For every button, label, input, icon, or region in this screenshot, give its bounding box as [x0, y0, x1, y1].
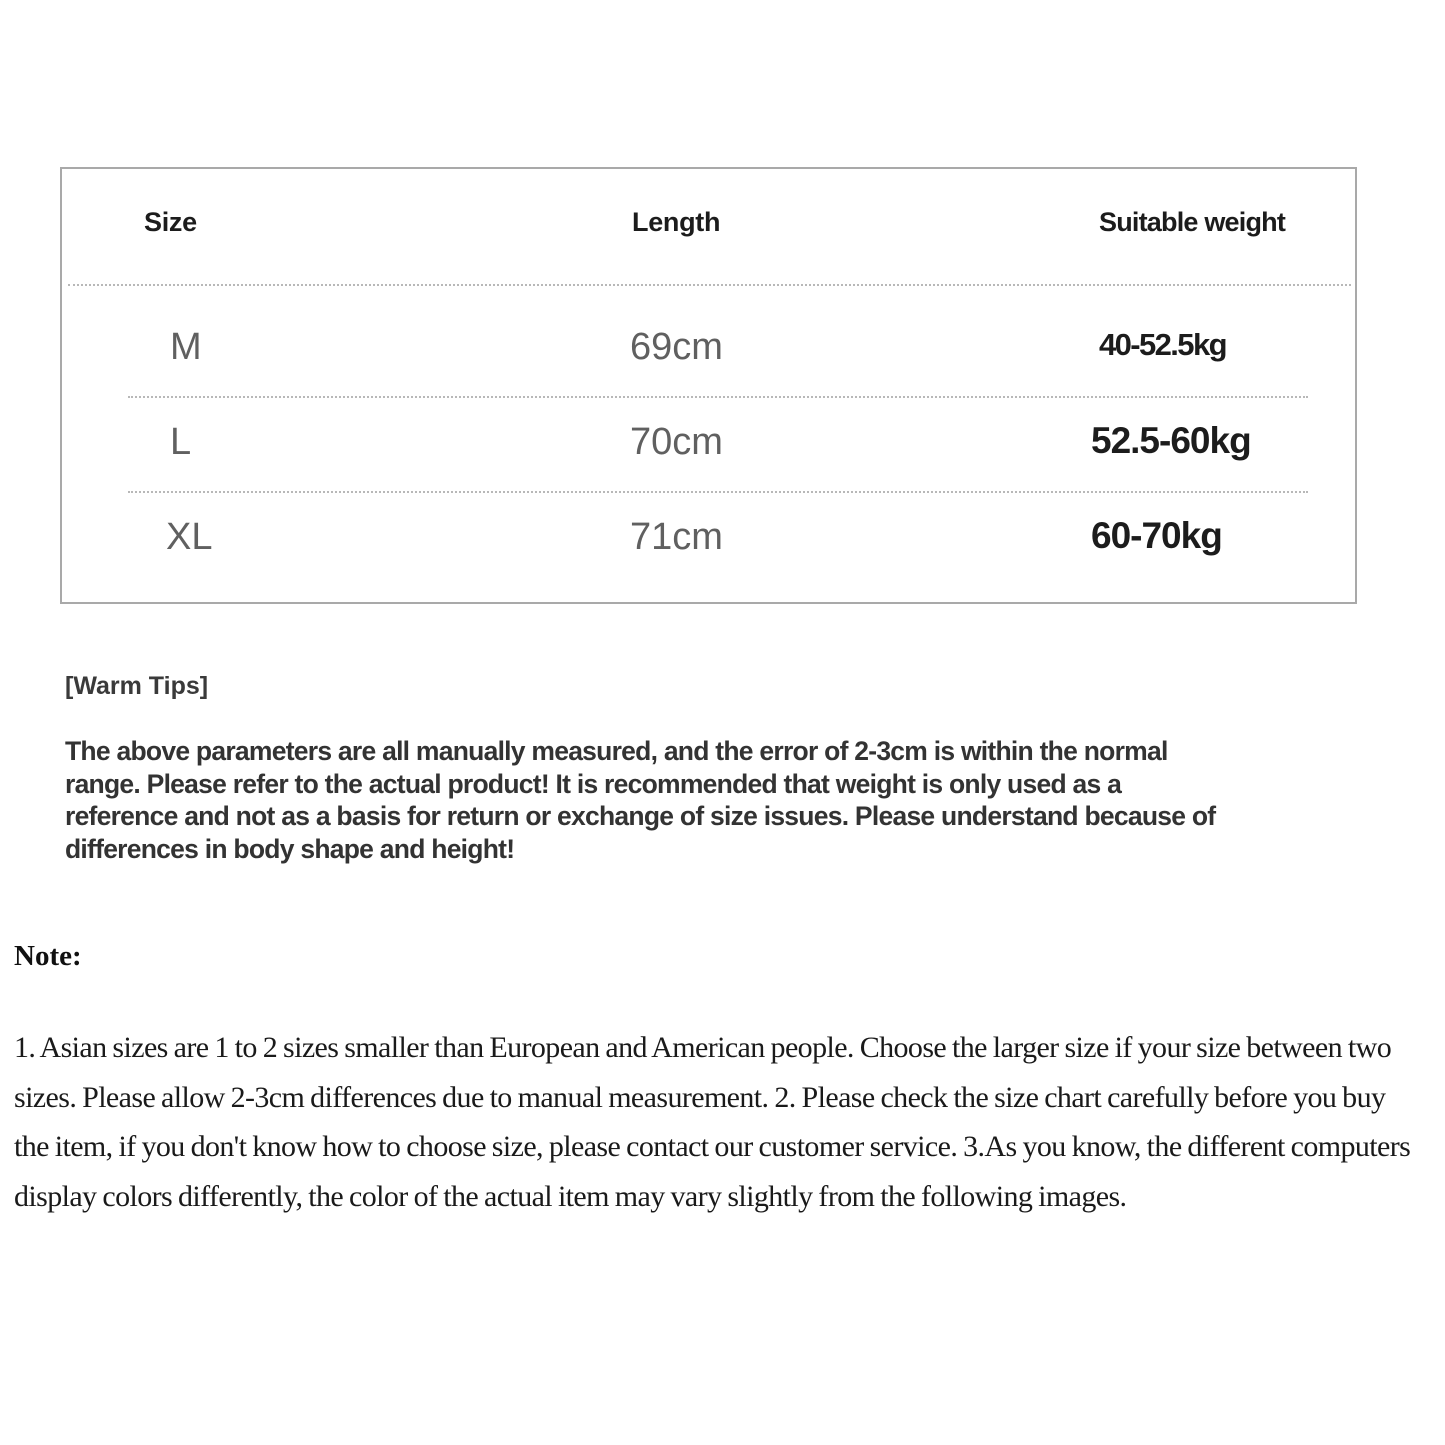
warm-tips-body: The above parameters are all manually measured, and the error of 2-3cm is within the normal range. Please refer to the actual product! It is recommended that weight is only used as a reference and not as a basis for return or exchange of size issues. Please understand because of differences in body shape and height! [65, 736, 1216, 865]
row-xl-weight: 60-70kg [1091, 515, 1222, 556]
header-length: Length [632, 207, 721, 237]
note-body: 1. Asian sizes are 1 to 2 sizes smaller than European and American people. Choose the larger size if your size between two sizes. Please allow 2-3cm differences due to manual measurement. 2. Please check the size chart carefully before you buy the item, if you don't know how to choose size, please contact our customer service. 3.As you know, the different computers display colors differently, the color of the actual item may vary slightly from the following images. [14, 1031, 1411, 1213]
row-m-length: 69cm [630, 326, 723, 368]
header-size: Size [144, 207, 197, 237]
row-l-size: L [170, 421, 192, 463]
header-suitable-weight: Suitable weight [1099, 207, 1286, 237]
row-l-length: 70cm [630, 421, 723, 463]
note-title: Note: [14, 940, 82, 972]
row-m-size: M [170, 326, 202, 368]
row-m-weight: 40-52.5kg [1099, 327, 1226, 362]
warm-tips-title: [Warm Tips] [65, 672, 209, 700]
row-xl-length: 71cm [630, 516, 723, 558]
size-chart-table [60, 167, 1357, 604]
row-divider [128, 396, 1308, 398]
row-l-weight: 52.5-60kg [1091, 420, 1251, 461]
row-xl-size: XL [166, 516, 213, 558]
row-divider [128, 491, 1308, 493]
header-divider [68, 284, 1351, 286]
